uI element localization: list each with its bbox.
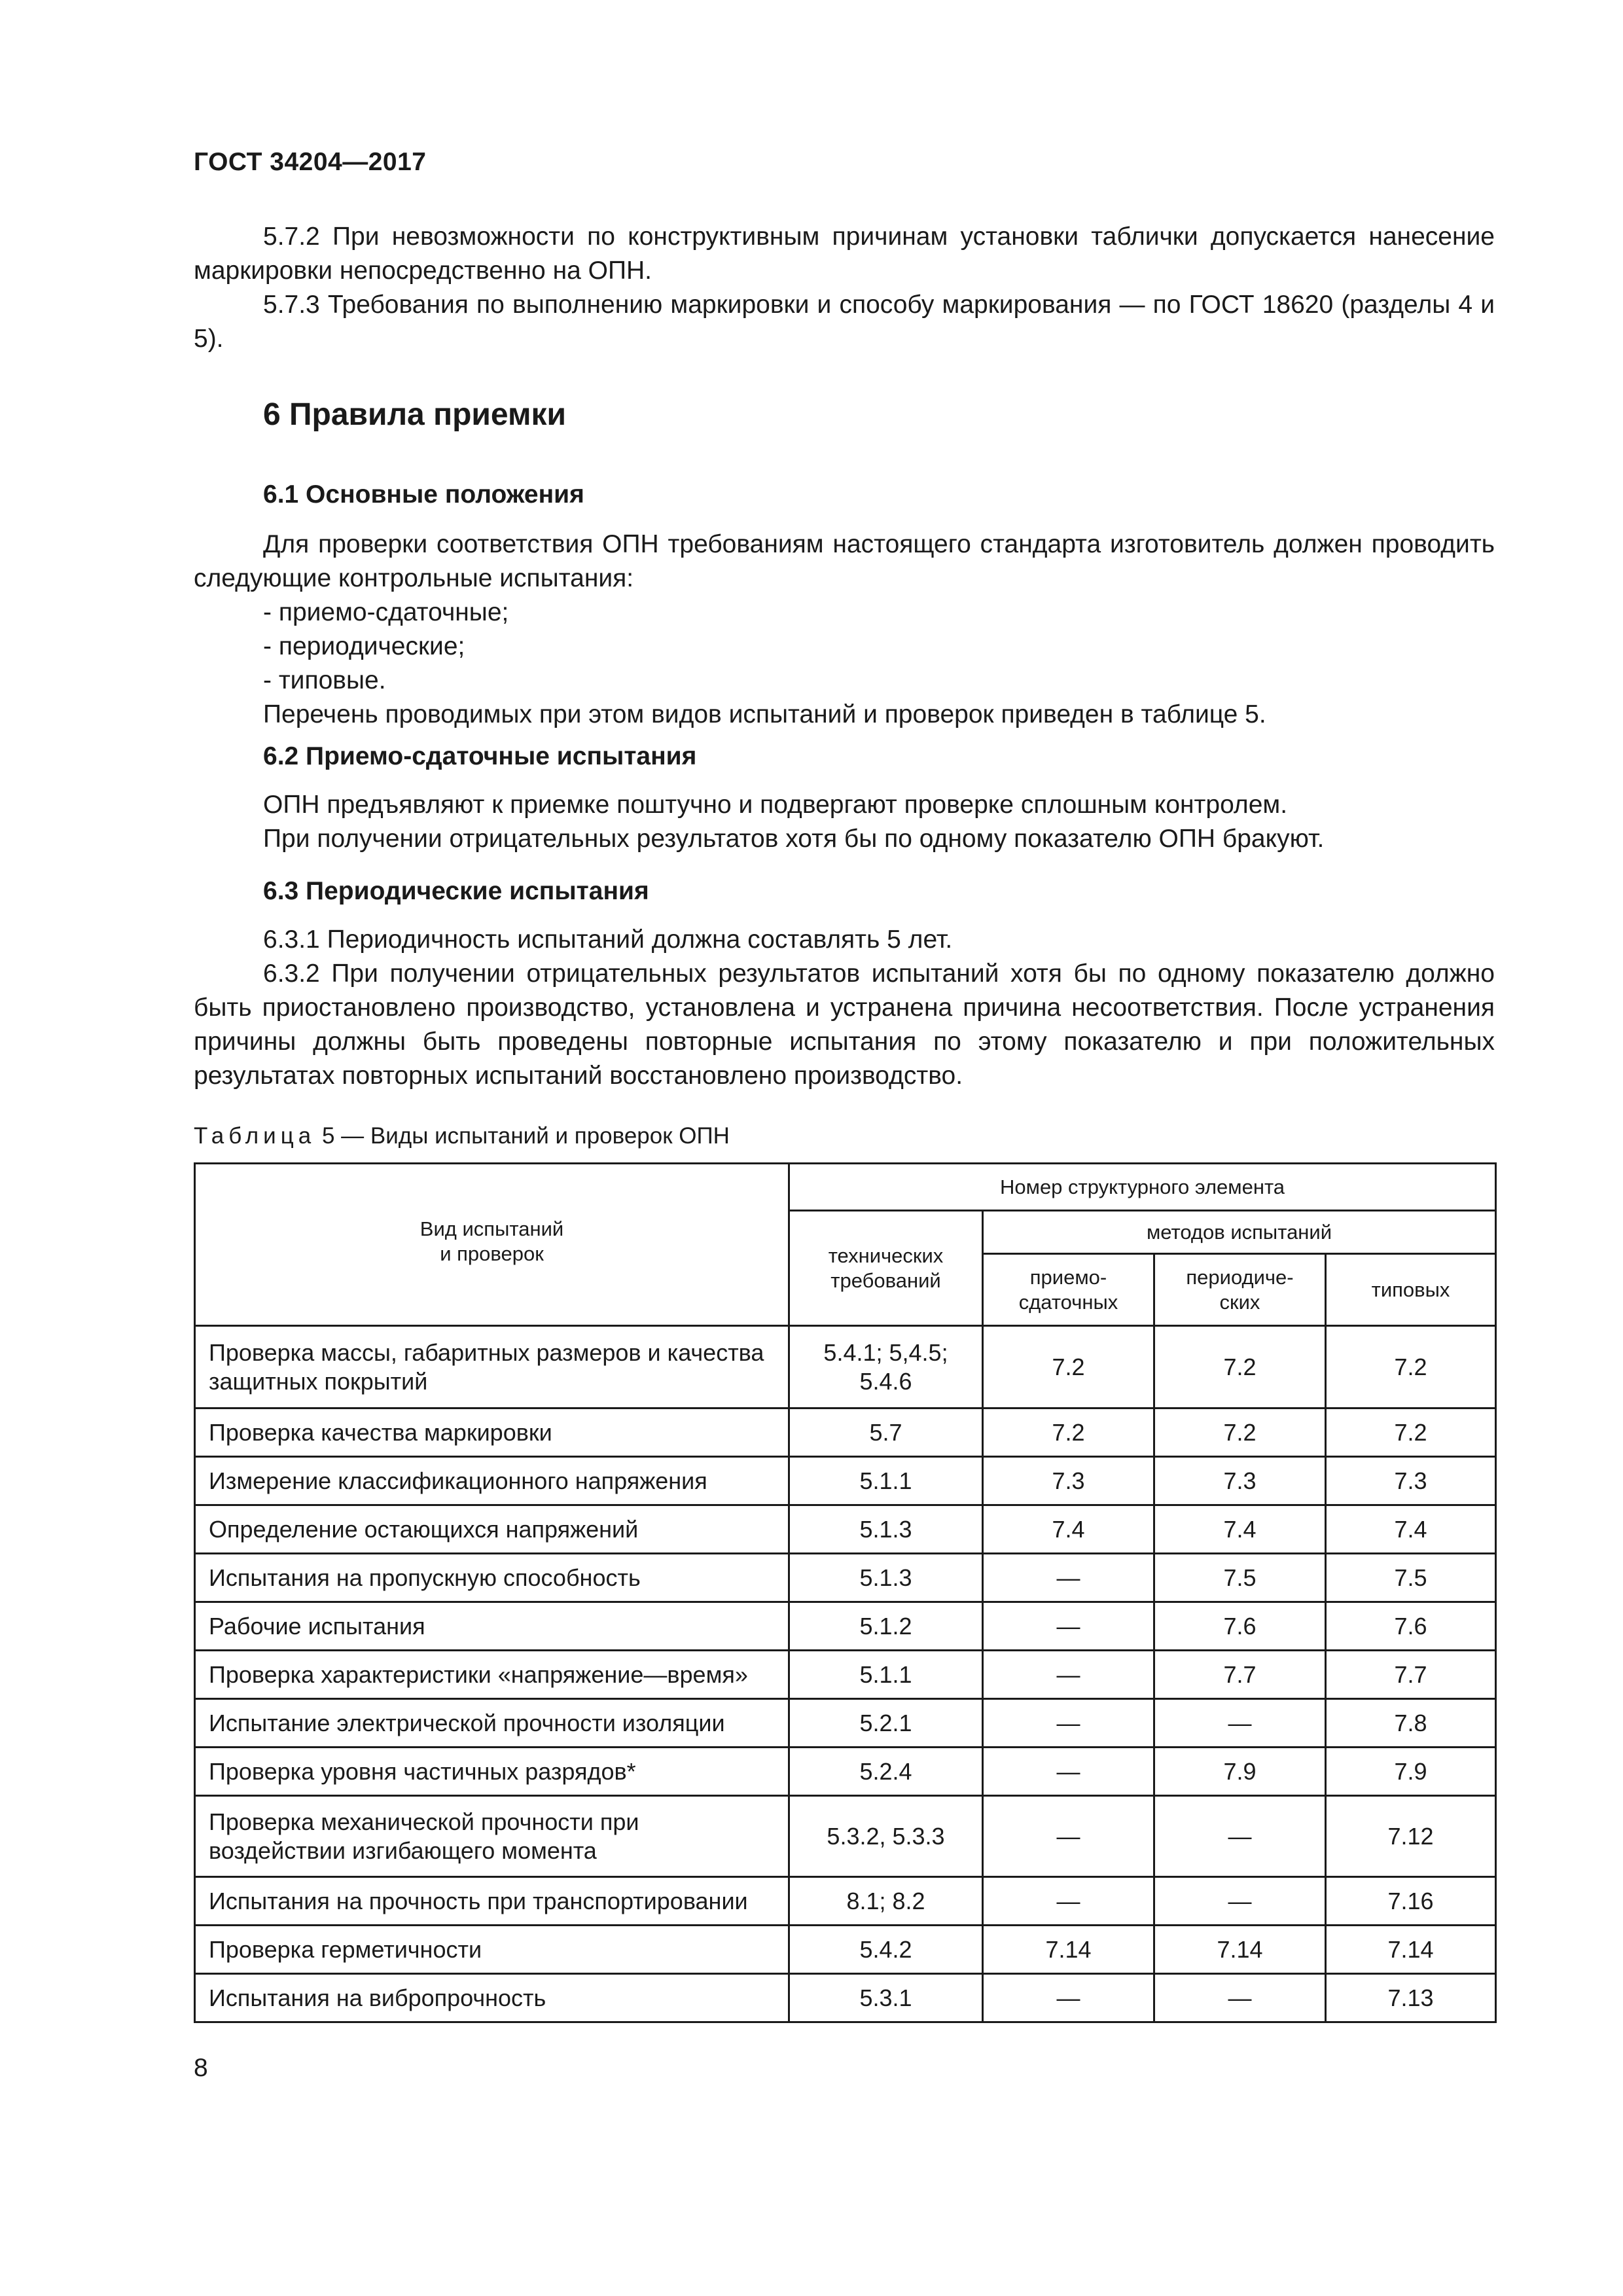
cell-acceptance: — <box>983 1554 1154 1602</box>
section-6-1-body <box>194 528 1495 732</box>
cell-tech: 5.2.4 <box>789 1748 983 1796</box>
paragraph-6-1-intro: Для проверки соответствия ОПН требованиям настоящего стандарта изготовитель должен проводить следующие контрольные испытания: <box>194 530 1495 592</box>
table-row <box>195 1748 1496 1796</box>
cell-tech: 8.1; 8.2 <box>789 1877 983 1926</box>
paragraph-6-1-table-ref: Перечень проводимых при этом видов испытаний и проверок приведен в таблице 5. <box>263 700 1266 728</box>
cell-typical: 7.2 <box>1326 1408 1496 1457</box>
cell-periodic: 7.3 <box>1154 1457 1326 1505</box>
cell-test-name: Испытания на вибропрочность <box>195 1974 789 2022</box>
cell-periodic: 7.2 <box>1154 1326 1326 1408</box>
paragraph-6-3-1: 6.3.1 Периодичность испытаний должна составлять 5 лет. <box>263 925 953 954</box>
section-title-6: 6 Правила приемки <box>263 397 567 432</box>
cell-tech: 5.1.3 <box>789 1505 983 1554</box>
cell-periodic: — <box>1154 1974 1326 2022</box>
cell-periodic: 7.6 <box>1154 1602 1326 1651</box>
cell-acceptance: — <box>983 1699 1154 1748</box>
cell-typical: 7.8 <box>1326 1699 1496 1748</box>
cell-periodic: — <box>1154 1796 1326 1877</box>
table-row <box>195 1926 1496 1974</box>
cell-acceptance: 7.3 <box>983 1457 1154 1505</box>
cell-periodic: 7.4 <box>1154 1505 1326 1554</box>
cell-acceptance: — <box>983 1748 1154 1796</box>
cell-typical: 7.9 <box>1326 1748 1496 1796</box>
cell-typical: 7.16 <box>1326 1877 1496 1926</box>
cell-periodic: — <box>1154 1877 1326 1926</box>
cell-test-name: Измерение классификационного напряжения <box>195 1457 789 1505</box>
table-row <box>195 1326 1496 1408</box>
cell-test-name: Испытание электрической прочности изоляции <box>195 1699 789 1748</box>
cell-tech: 5.1.1 <box>789 1651 983 1699</box>
table-row <box>195 1877 1496 1926</box>
cell-typical: 7.5 <box>1326 1554 1496 1602</box>
cell-typical: 7.7 <box>1326 1651 1496 1699</box>
cell-acceptance: — <box>983 1651 1154 1699</box>
cell-test-name: Определение остающихся напряжений <box>195 1505 789 1554</box>
table-row <box>195 1408 1496 1457</box>
cell-test-name: Проверка характеристики «напряжение—время» <box>195 1651 789 1699</box>
cell-periodic: 7.7 <box>1154 1651 1326 1699</box>
cell-tech: 5.4.1; 5,4.5; 5.4.6 <box>789 1326 983 1408</box>
list-item-acceptance: - приемо-сдаточные; <box>263 598 509 626</box>
cell-typical: 7.3 <box>1326 1457 1496 1505</box>
header-periodic: периодиче- ских <box>1154 1254 1326 1326</box>
cell-typical: 7.12 <box>1326 1796 1496 1877</box>
cell-acceptance: 7.4 <box>983 1505 1154 1554</box>
cell-tech: 5.4.2 <box>789 1926 983 1974</box>
cell-typical: 7.4 <box>1326 1505 1496 1554</box>
header-tech-requirements: технических требований <box>789 1211 983 1326</box>
cell-test-name: Рабочие испытания <box>195 1602 789 1651</box>
table-row <box>195 1554 1496 1602</box>
table-row <box>195 1699 1496 1748</box>
cell-test-name: Проверка механической прочности при воздействии изгибающего момента <box>195 1796 789 1877</box>
section-6-3-body <box>194 923 1495 1093</box>
table-caption-label: Таблица <box>194 1123 316 1149</box>
cell-typical: 7.2 <box>1326 1326 1496 1408</box>
paragraph-6-2-2: При получении отрицательных результатов хотя бы по одному показателю ОПН бракуют. <box>263 825 1325 853</box>
cell-acceptance: 7.14 <box>983 1926 1154 1974</box>
table-row <box>195 1651 1496 1699</box>
header-element-number: Номер структурного элемента <box>789 1164 1496 1211</box>
intro-block <box>194 220 1495 356</box>
table-row <box>195 1505 1496 1554</box>
header-acceptance: приемо- сдаточных <box>983 1254 1154 1326</box>
header-typical: типовых <box>1326 1254 1496 1326</box>
list-item-periodic: - периодические; <box>263 632 465 660</box>
cell-periodic: — <box>1154 1699 1326 1748</box>
cell-test-name: Испытания на пропускную способность <box>195 1554 789 1602</box>
cell-test-name: Проверка качества маркировки <box>195 1408 789 1457</box>
subsection-title-6-2: 6.2 Приемо-сдаточные испытания <box>263 742 697 770</box>
cell-tech: 5.1.1 <box>789 1457 983 1505</box>
cell-typical: 7.6 <box>1326 1602 1496 1651</box>
cell-test-name: Испытания на прочность при транспортировании <box>195 1877 789 1926</box>
cell-tech: 5.1.3 <box>789 1554 983 1602</box>
list-item-typical: - типовые. <box>263 666 386 694</box>
subsection-title-6-3: 6.3 Периодические испытания <box>263 877 649 905</box>
cell-periodic: 7.9 <box>1154 1748 1326 1796</box>
page-number: 8 <box>194 2054 208 2082</box>
cell-test-name: Проверка уровня частичных разрядов* <box>195 1748 789 1796</box>
table-row <box>195 1796 1496 1877</box>
cell-test-name: Проверка массы, габаритных размеров и качества защитных покрытий <box>195 1326 789 1408</box>
cell-test-name: Проверка герметичности <box>195 1926 789 1974</box>
cell-acceptance: — <box>983 1796 1154 1877</box>
cell-acceptance: 7.2 <box>983 1408 1154 1457</box>
table-row <box>195 1457 1496 1505</box>
header-test-methods: методов испытаний <box>983 1211 1496 1254</box>
cell-tech: 5.2.1 <box>789 1699 983 1748</box>
table-caption-text: 5 — Виды испытаний и проверок ОПН <box>315 1123 730 1149</box>
paragraph-5-7-2: 5.7.2 При невозможности по конструктивным причинам установки таблички допускается нанесение маркировки непосредственно на ОПН. <box>194 223 1495 285</box>
header-test-type: Вид испытаний и проверок <box>195 1164 789 1326</box>
cell-acceptance: 7.2 <box>983 1326 1154 1408</box>
table-row <box>195 1602 1496 1651</box>
cell-acceptance: — <box>983 1974 1154 2022</box>
subsection-title-6-1: 6.1 Основные положения <box>263 480 584 509</box>
cell-periodic: 7.14 <box>1154 1926 1326 1974</box>
cell-periodic: 7.5 <box>1154 1554 1326 1602</box>
cell-tech: 5.1.2 <box>789 1602 983 1651</box>
cell-typical: 7.14 <box>1326 1926 1496 1974</box>
cell-periodic: 7.2 <box>1154 1408 1326 1457</box>
cell-acceptance: — <box>983 1877 1154 1926</box>
paragraph-5-7-3: 5.7.3 Требования по выполнению маркировки и способу маркирования — по ГОСТ 18620 (разделы 4 и 5). <box>194 291 1495 353</box>
table-caption <box>194 1123 730 1149</box>
cell-tech: 5.3.1 <box>789 1974 983 2022</box>
section-6-2-body <box>194 788 1495 856</box>
cell-tech: 5.3.2, 5.3.3 <box>789 1796 983 1877</box>
table-row <box>195 1974 1496 2022</box>
document-code: ГОСТ 34204—2017 <box>194 148 427 176</box>
cell-tech: 5.7 <box>789 1408 983 1457</box>
tests-table <box>194 1162 1497 2023</box>
cell-acceptance: — <box>983 1602 1154 1651</box>
paragraph-6-2-1: ОПН предъявляют к приемке поштучно и подвергают проверке сплошным контролем. <box>263 791 1288 819</box>
paragraph-6-3-2: 6.3.2 При получении отрицательных результатов испытаний хотя бы по одному показателю должно быть приостановлено производство, установлена и устранена причина несоответствия. После устранения причины должны быть проведены повторные испытания по этому показателю и при положительных результатах повторных испытаний восстановлено производство. <box>194 960 1495 1090</box>
cell-typical: 7.13 <box>1326 1974 1496 2022</box>
